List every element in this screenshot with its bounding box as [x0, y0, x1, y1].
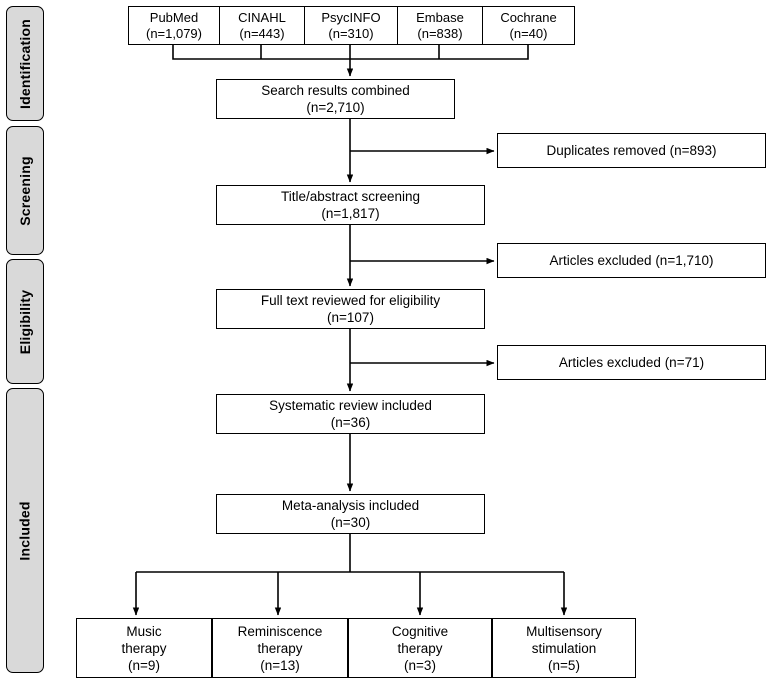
step-count-meta-analysis-included: (n=30) [330, 515, 371, 530]
stage-label-screening: Screening [17, 155, 33, 226]
outcome-count-reminiscence-therapy: (n=13) [260, 657, 300, 673]
step-label-title-abstract-screening: Title/abstract screening [280, 189, 421, 204]
outcome-line2-music-therapy: therapy [121, 640, 167, 656]
stage-band-screening [6, 126, 44, 255]
source-box-cinahl [219, 6, 304, 45]
step-label-full-text-reviewed: Full text reviewed for eligibility [260, 293, 441, 308]
step-count-full-text-reviewed: (n=107) [327, 310, 374, 325]
outcome-box-multisensory-stimulation [492, 618, 636, 678]
connector-pubmed-to-combined [173, 45, 355, 59]
source-count-psycinfo: (n=310) [328, 25, 374, 41]
outcome-box-reminiscence-therapy [212, 618, 348, 678]
outcome-line1-reminiscence-therapy: Reminiscence [237, 623, 323, 639]
step-box-search-results-combined [216, 79, 455, 119]
step-box-full-text-reviewed [216, 289, 485, 329]
source-box-psycinfo [304, 6, 397, 45]
stage-band-included [6, 388, 44, 673]
source-box-pubmed [128, 6, 219, 45]
exclusion-label-articles-excluded-screening: Articles excluded (n=1,710) [549, 253, 714, 268]
source-count-cinahl: (n=443) [239, 25, 285, 41]
connector-cochrane-to-combined [355, 45, 528, 59]
source-name-cinahl: CINAHL [238, 9, 286, 25]
outcome-line2-reminiscence-therapy: therapy [257, 640, 303, 656]
source-name-psycinfo: PsycINFO [321, 9, 381, 25]
outcome-line1-cognitive-therapy: Cognitive [391, 623, 449, 639]
stage-label-identification: Identification [17, 18, 34, 109]
source-count-pubmed: (n=1,079) [145, 25, 202, 41]
outcome-count-multisensory-stimulation: (n=5) [548, 657, 580, 673]
stage-label-eligibility: Eligibility [17, 289, 33, 354]
step-label-meta-analysis-included: Meta-analysis included [281, 498, 420, 513]
outcome-count-cognitive-therapy: (n=3) [404, 657, 436, 673]
outcome-line1-music-therapy: Music [126, 623, 162, 639]
exclusion-box-articles-excluded-eligibility [497, 345, 766, 380]
step-count-systematic-review-included: (n=36) [330, 415, 371, 430]
stage-band-identification [6, 6, 44, 121]
step-label-search-results-combined: Search results combined [261, 83, 410, 98]
source-box-embase [397, 6, 482, 45]
source-box-cochrane [482, 6, 575, 45]
exclusion-label-articles-excluded-eligibility: Articles excluded (n=71) [558, 355, 705, 370]
outcome-line1-multisensory-stimulation: Multisensory [526, 623, 602, 639]
exclusion-box-duplicates-removed [497, 133, 766, 168]
outcome-line2-cognitive-therapy: therapy [397, 640, 443, 656]
exclusion-box-articles-excluded-screening [497, 243, 766, 278]
step-box-title-abstract-screening [216, 185, 485, 225]
source-count-embase: (n=838) [417, 25, 463, 41]
step-count-title-abstract-screening: (n=1,817) [321, 206, 380, 221]
step-box-meta-analysis-included [216, 494, 485, 534]
step-count-search-results-combined: (n=2,710) [306, 100, 365, 115]
outcome-box-music-therapy [76, 618, 212, 678]
outcome-box-cognitive-therapy [348, 618, 492, 678]
stage-label-included: Included [17, 500, 34, 561]
stage-band-eligibility [6, 259, 44, 384]
step-box-systematic-review-included [216, 394, 485, 434]
outcome-count-music-therapy: (n=9) [128, 657, 160, 673]
source-count-cochrane: (n=40) [509, 25, 548, 41]
outcome-line2-multisensory-stimulation: stimulation [531, 640, 597, 656]
exclusion-label-duplicates-removed: Duplicates removed (n=893) [546, 143, 717, 158]
source-name-embase: Embase [416, 9, 464, 25]
source-name-cochrane: Cochrane [500, 9, 557, 25]
step-label-systematic-review-included: Systematic review included [269, 398, 432, 413]
source-name-pubmed: PubMed [149, 9, 199, 25]
